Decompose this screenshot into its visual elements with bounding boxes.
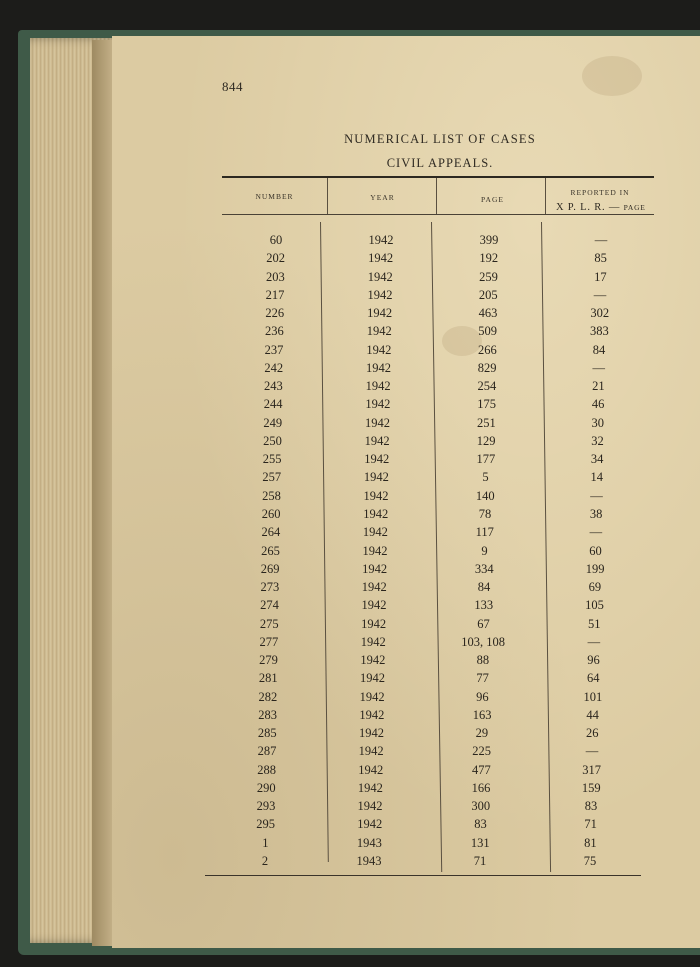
cell-reported: —	[594, 233, 608, 247]
cell-year: 1942	[358, 744, 384, 759]
cell-number: 60	[269, 233, 283, 247]
cell-page: 829	[477, 360, 497, 375]
cell-reported: 101	[583, 689, 603, 704]
cell-reported: 317	[582, 762, 601, 777]
cell-reported: 64	[586, 671, 600, 686]
cell-number: 285	[257, 726, 277, 741]
cell-page: 175	[477, 397, 496, 412]
cell-year: 1942	[361, 616, 387, 631]
cell-number: 295	[256, 817, 276, 832]
cell-year: 1942	[361, 580, 387, 595]
cell-number: 226	[265, 306, 285, 321]
cell-reported: 84	[592, 342, 606, 357]
cell-year: 1942	[362, 543, 388, 558]
page-subtitle: CIVIL APPEALS.	[386, 156, 494, 170]
cell-number: 281	[258, 671, 278, 686]
cell-year: 1942	[366, 324, 392, 339]
cell-page: 103, 108	[461, 634, 506, 649]
cell-page: 266	[478, 342, 497, 357]
cell-number: 2	[261, 854, 269, 868]
cell-number: 243	[264, 379, 283, 394]
cell-number: 237	[264, 342, 284, 357]
cell-reported: 105	[585, 598, 604, 613]
cell-number: 203	[265, 269, 285, 284]
cell-page: 5	[482, 470, 489, 485]
cell-number: 202	[266, 251, 286, 266]
page-number: 844	[222, 79, 243, 94]
cell-number: 273	[260, 580, 280, 595]
cell-page: 300	[471, 799, 491, 814]
cell-year: 1942	[362, 525, 388, 540]
cell-number: 264	[261, 525, 281, 540]
cell-reported: —	[592, 360, 605, 375]
header-xplr-label: X P. L. R. —	[556, 202, 621, 213]
cell-page: 9	[481, 543, 488, 558]
cell-page: 133	[474, 598, 494, 613]
cell-reported: 159	[581, 780, 601, 795]
cell-reported: 17	[594, 269, 607, 284]
cell-number: 249	[263, 415, 283, 430]
cell-page: 166	[471, 780, 491, 795]
cell-page: 177	[476, 452, 496, 467]
cell-year: 1942	[359, 689, 385, 704]
cell-number: 236	[265, 324, 284, 339]
cell-number: 290	[256, 780, 276, 795]
cell-page: 29	[475, 726, 489, 741]
cell-reported: 21	[592, 379, 605, 394]
cell-reported: 96	[587, 653, 600, 668]
page-title: NUMERICAL LIST OF CASES	[344, 132, 536, 146]
cell-year: 1942	[363, 488, 389, 503]
cell-reported: 34	[590, 452, 604, 467]
cell-number: 274	[260, 598, 279, 613]
cell-number: 269	[260, 561, 280, 576]
cell-reported: 69	[588, 580, 602, 595]
cell-page: 78	[478, 506, 492, 521]
cell-year: 1942	[362, 561, 388, 576]
cell-reported: 26	[586, 726, 599, 741]
cell-reported: 32	[591, 433, 604, 448]
cell-year: 1942	[364, 452, 390, 467]
cell-reported: 71	[584, 817, 597, 832]
cell-number: 260	[261, 506, 281, 521]
cell-year: 1942	[368, 233, 394, 247]
cell-year: 1942	[361, 598, 387, 613]
cell-year: 1943	[356, 854, 382, 868]
cell-page: 259	[479, 269, 498, 284]
cell-reported: 75	[583, 854, 597, 868]
cell-number: 1	[262, 835, 269, 850]
cell-reported: 81	[584, 835, 597, 850]
cell-page: 477	[471, 762, 491, 777]
cell-year: 1942	[358, 762, 384, 777]
cell-page: 163	[472, 707, 492, 722]
cell-reported: —	[587, 634, 601, 649]
header-reported-page: PAGE	[623, 203, 646, 212]
cell-year: 1942	[366, 342, 392, 357]
cell-year: 1942	[358, 726, 384, 741]
cell-number: 250	[263, 433, 282, 448]
cell-year: 1942	[368, 251, 394, 266]
cell-reported: 38	[589, 506, 603, 521]
cell-year: 1942	[363, 506, 389, 521]
cell-reported: 44	[586, 707, 599, 722]
cell-year: 1942	[365, 397, 391, 412]
cell-reported: 30	[591, 415, 604, 430]
header-page: PAGE	[481, 195, 504, 204]
header-number: NUMBER	[255, 192, 294, 201]
cell-year: 1942	[367, 287, 393, 302]
cell-number: 255	[262, 452, 282, 467]
cell-year: 1942	[360, 653, 386, 668]
cell-number: 279	[259, 653, 278, 668]
cell-number: 242	[264, 360, 284, 375]
cell-year: 1942	[360, 634, 386, 649]
cell-page: 96	[476, 689, 489, 704]
cell-reported: 46	[591, 397, 605, 412]
cell-year: 1942	[366, 360, 392, 375]
cell-page: 463	[478, 306, 498, 321]
cell-page: 254	[477, 379, 497, 394]
cell-page: 251	[476, 415, 496, 430]
cell-page: 334	[474, 561, 494, 576]
cell-reported: 83	[584, 799, 598, 814]
cell-page: 140	[475, 488, 495, 503]
cell-reported: —	[589, 525, 603, 540]
cell-year: 1942	[365, 379, 391, 394]
cell-year: 1942	[360, 671, 386, 686]
cell-reported: 199	[585, 561, 605, 576]
cell-page: 205	[478, 287, 498, 302]
cell-number: 275	[259, 616, 279, 631]
cell-page: 192	[479, 251, 499, 266]
cell-page: 71	[473, 854, 487, 868]
cell-reported: —	[590, 488, 603, 503]
cell-number: 217	[265, 287, 285, 302]
cell-reported: 85	[594, 251, 607, 266]
cell-reported: 302	[590, 306, 610, 321]
cell-page: 88	[476, 653, 490, 668]
cell-page: 509	[478, 324, 498, 339]
cell-year: 1942	[357, 799, 383, 814]
header-year: YEAR	[370, 193, 395, 202]
cell-number: 287	[257, 744, 277, 759]
cell-number: 288	[257, 762, 276, 777]
cell-year: 1942	[367, 269, 393, 284]
cell-page: 129	[476, 433, 496, 448]
cell-number: 277	[259, 634, 279, 649]
cell-year: 1942	[364, 433, 390, 448]
cell-year: 1943	[356, 835, 382, 850]
cell-reported: 60	[589, 543, 602, 558]
cell-number: 244	[263, 397, 283, 412]
cell-number: 265	[261, 543, 280, 558]
cell-reported: 51	[587, 616, 601, 631]
cell-page: 84	[477, 580, 491, 595]
cell-page: 131	[470, 835, 490, 850]
cell-page: 225	[472, 744, 491, 759]
cell-number: 258	[262, 488, 281, 503]
cell-number: 257	[262, 470, 282, 485]
cell-year: 1942	[367, 306, 393, 321]
cell-reported: —	[593, 287, 607, 302]
cell-page: 67	[477, 616, 490, 631]
cell-page: 399	[479, 233, 499, 247]
cell-number: 283	[258, 707, 277, 722]
cell-page: 77	[476, 671, 489, 686]
cell-reported: 383	[590, 324, 609, 339]
cell-page: 117	[475, 525, 494, 540]
cell-year: 1942	[357, 817, 383, 832]
cell-number: 282	[258, 689, 278, 704]
cell-year: 1942	[363, 470, 389, 485]
cell-number: 293	[256, 799, 276, 814]
header-reported-in: REPORTED IN	[570, 188, 630, 197]
cell-reported: —	[585, 744, 599, 759]
cell-year: 1942	[364, 415, 390, 430]
cell-page: 83	[474, 817, 487, 832]
cell-reported: 14	[590, 470, 604, 485]
cell-year: 1942	[357, 780, 383, 795]
cell-year: 1942	[359, 707, 385, 722]
